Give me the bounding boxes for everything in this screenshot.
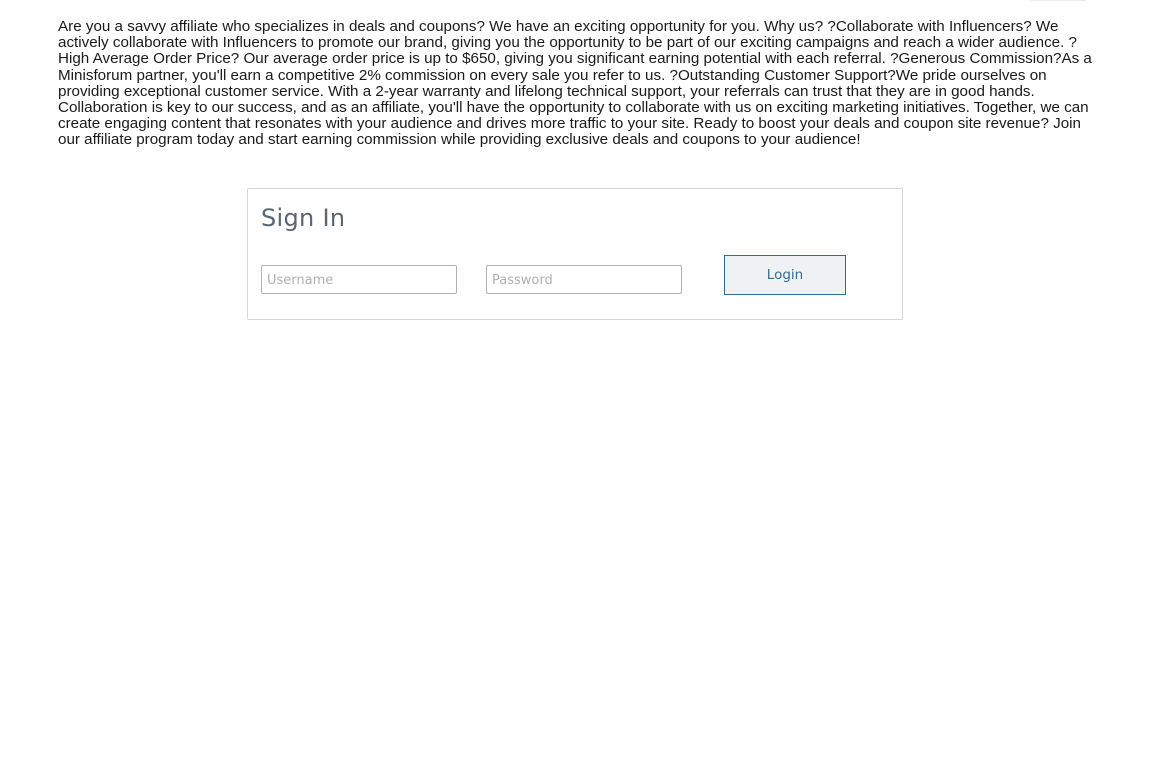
affiliate-intro-text: Are you a savvy affiliate who specializes in deals and coupons? We have an exciting opportunity for you. Why us? ?Collaborate with Influencers? We actively collaborate with Influencers to promote our brand, giving you the opportunity to be part of our exciting campaigns and reach a wider audience. ?High Average Order Price? Our average order price is up to $650, giving you significant earning potential with each referral. ?Generous Commission?As a Minisforum partner, you'll earn a competitive 2% commission on every sale you refer to us. ?Outstanding Customer Support?We pride ourselves on providing exceptional customer service. With a 2-year warranty and lifelong technical support, your referrals can trust that they are in good hands. Collaboration is key to our success, and as an affiliate, you'll have the opportunity to collaborate with us on exciting marketing initiatives. Together, we can create engaging content that resonates with your audience and drives more traffic to your site. Ready to boost your deals and coupon site revenue? Join our affiliate program today and start earning commission while providing exclusive deals and coupons to your audience! bbox=[58, 18, 1092, 149]
password-input[interactable] bbox=[486, 265, 682, 294]
username-input[interactable] bbox=[261, 265, 457, 294]
login-button[interactable]: Login bbox=[724, 255, 846, 295]
top-edge-divider bbox=[1030, 0, 1086, 1]
signin-panel bbox=[247, 188, 903, 320]
signin-title: Sign In bbox=[261, 204, 346, 232]
